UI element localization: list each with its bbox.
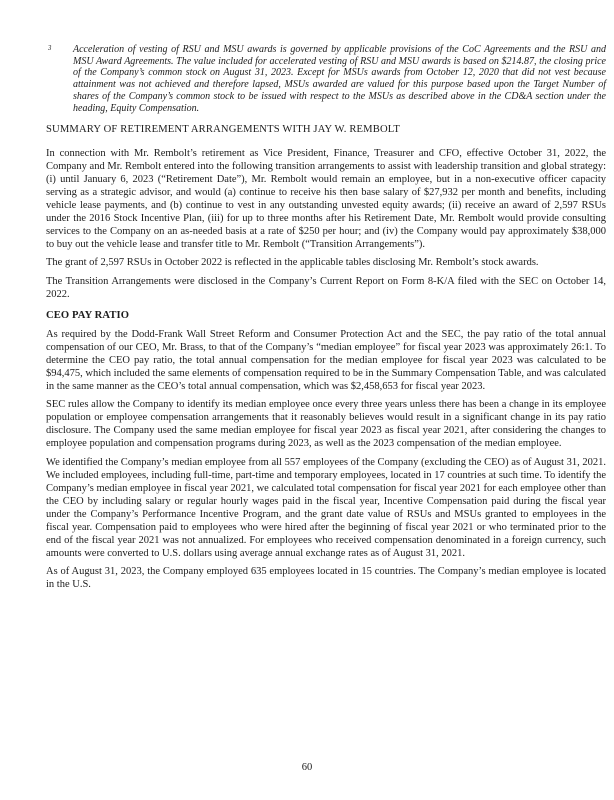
footnote-text: Acceleration of vesting of RSU and MSU awards is governed by applicable provisions of the CoC Agreements and the RSU and MSU Award Agreements. The value included for accelerated vesting of RSU and MSU awards is based on $214.87, the closing price of the Company’s common stock on August 31, 2023. Except for MSUs awards from October 12, 2020 that did not vest because attainment was not achieved and therefore lapsed, MSUs awarded are valued for this purpose based upon the Target Number of shares of the Company’s common stock to be issued with respect to the MSUs as described above in the CD&A section under the heading, Equity Compensation. — [73, 44, 606, 114]
page-number: 60 — [301, 762, 313, 773]
page-content — [46, 44, 606, 591]
footnote-marker: 3 — [48, 45, 52, 52]
ceo-pay-ratio-heading: CEO PAY RATIO — [46, 310, 130, 322]
ceo-pay-ratio-paragraph-1: As required by the Dodd-Frank Wall Street Reform and Consumer Protection Act and the SEC, the pay ratio of the total annual compensation of our CEO, Mr. Brass, to that of the Company’s “median employee” for fiscal year 2023 was approximately 26:1. To determine the CEO pay ratio, the total annual compensation for the median employee for fiscal year 2023 was calculated to be $94,475, which included the same elements of compensation required to be in the Summary Compensation Table, and was calculated in the same manner as the CEO’s total annual compensation, which was $2,458,653 for fiscal year 2023. — [46, 328, 606, 392]
retirement-paragraph-1: In connection with Mr. Rembolt’s retirement as Vice President, Finance, Treasurer and CFO, effective October 31, 2022, the Company and Mr. Rembolt entered into the following transition arrangements to assist with leadership transition and global strategy: (i) until January 6, 2023 (“Retirement Date”), Mr. Rembolt would remain an employee, but in a non-executive officer capacity serving as a strategic advisor, and would (a) continue to receive his then base salary of $27,932 per month and benefits, including vehicle lease payments, and (b) continue to vest in any outstanding unvested equity awards; (ii) receive an award of 2,597 RSUs under the 2016 Stock Incentive Plan, (iii) for up to three months after his Retirement Date, Mr. Rembolt would provide consulting services to the Company on an as-needed basis at a rate of $250 per hour; and (iv) the Company would pay approximately $38,000 to buy out the vehicle lease and transfer title to Mr. Rembolt (“Transition Arrangements”). — [46, 147, 606, 250]
retirement-arrangements-heading: SUMMARY OF RETIREMENT ARRANGEMENTS WITH JAY W. REMBOLT — [46, 123, 401, 135]
retirement-paragraph-3: The Transition Arrangements were disclosed in the Company’s Current Report on Form 8-K/A filed with the SEC on October 14, 2022. — [46, 275, 606, 300]
ceo-pay-ratio-paragraph-4: As of August 31, 2023, the Company employed 635 employees located in 15 countries. The Company’s median employee is located in the U.S. — [46, 566, 606, 591]
retirement-paragraph-2: The grant of 2,597 RSUs in October 2022 is reflected in the applicable tables disclosing Mr. Rembolt’s stock awards. — [46, 257, 539, 269]
ceo-pay-ratio-paragraph-3: We identified the Company’s median employee from all 557 employees of the Company (excluding the CEO) as of August 31, 2021. We included employees, including full-time, part-time and temporary employees, located in 17 countries at such time. To identify the Company’s median employee in fiscal year 2021, we calculated total compensation for fiscal year 2021 for each employee other than the CEO by including salary or regular hourly wages paid in the fiscal year, Incentive Compensation paid during the fiscal year under the Company’s Performance Incentive Program, and the grant date value of RSUs and MSUs granted to employees in the fiscal year. Compensation paid to employees who were hired after the beginning of fiscal year 2021 or who terminated prior to the end of the fiscal year 2021 was not annualized. For employees who received compensation denominated in a foreign currency, such amounts were converted to U.S. dollars using average annual exchange rates as of August 31, 2021. — [46, 456, 606, 559]
footnote-3 — [46, 44, 606, 114]
ceo-pay-ratio-paragraph-2: SEC rules allow the Company to identify its median employee once every three years unless there has been a change in its employee population or employee compensation arrangements that it reasonably believes would result in a significant change in its pay ratio disclosure. The Company used the same median employee for fiscal year 2023 as fiscal year 2021, after considering the changes to employee population and compensation programs during 2023, as well as the 2023 compensation of the median employee. — [46, 399, 606, 450]
